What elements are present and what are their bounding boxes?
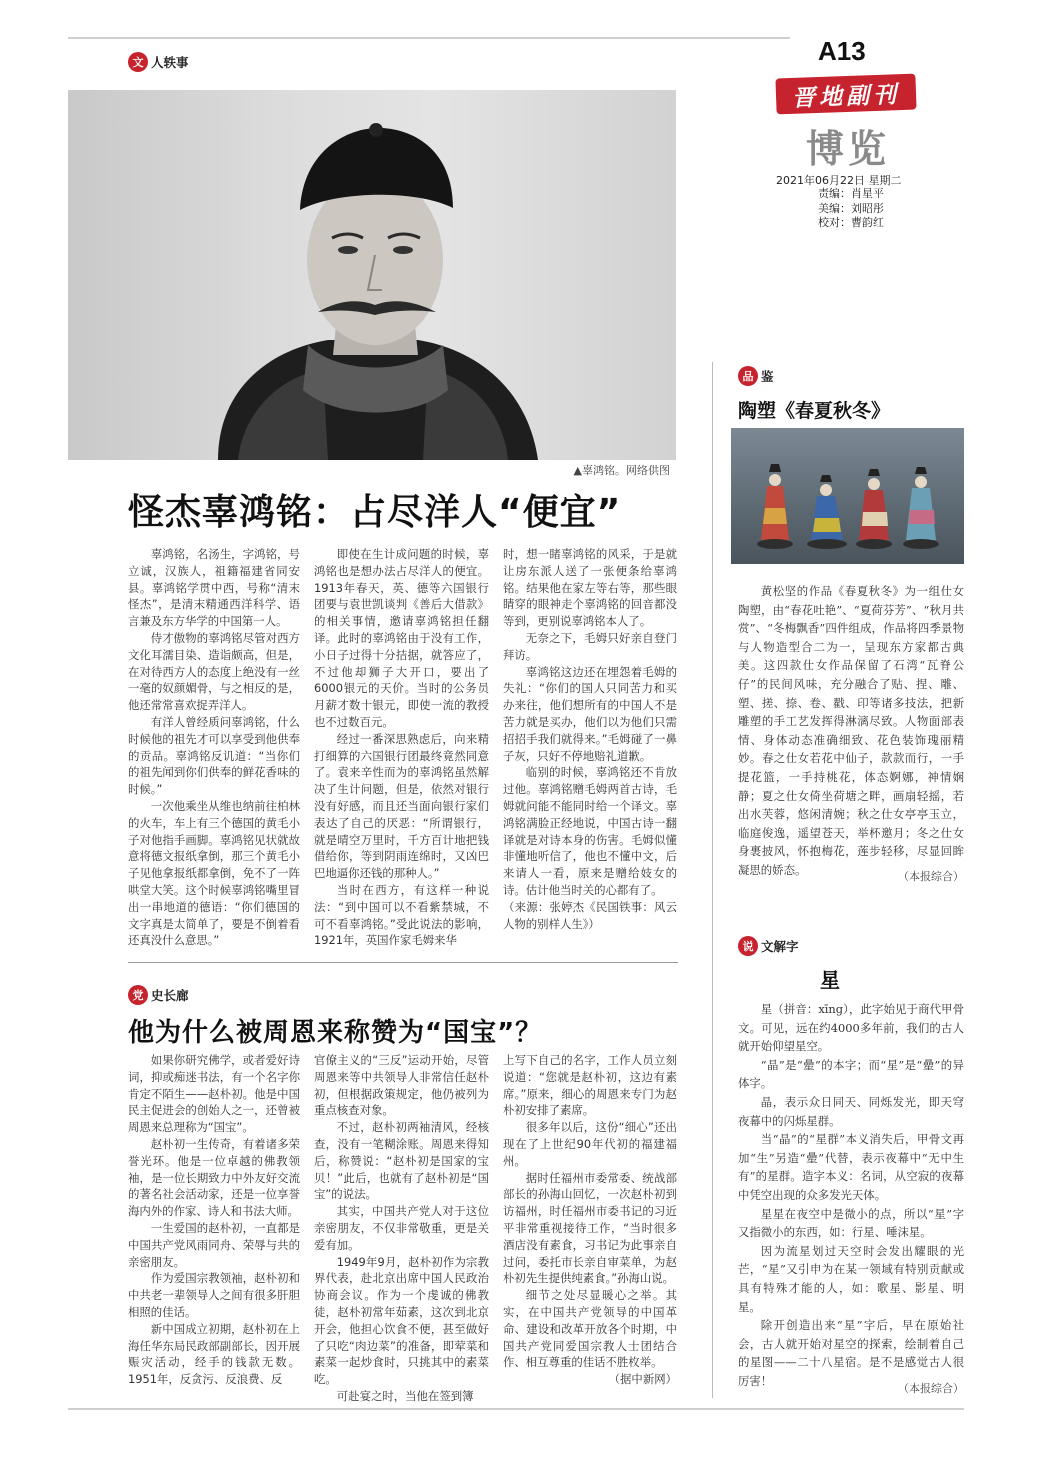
article1-col3-para: 辜鸿铭这边还在埋怨着毛姆的失礼：“你们的国人只同苦力和买办来往，他们想所有的中国人不是苦力就是买办，他们以为他们只需招招手我们就得来。”毛姆碰了一鼻子灰，只好不停地赔礼道歉。 bbox=[503, 664, 677, 763]
article2-col1 bbox=[128, 1052, 300, 1397]
article2-col2-para: 官僚主义的“三反”运动开始，尽管周恩来等中共领导人非常信任赵朴初，但根据政策规定，他仍被列为重点核查对象。 bbox=[314, 1053, 489, 1118]
article2-col2-para: 1949年9月，赵朴初作为宗教界代表，赴北京出席中国人民政治协商会议。作为一个虔诚的佛教徒，赵朴初常年茹素，这次到北京开会，他担心饮食不便，甚至做好了只吃“肉边菜”的准备，即荤菜和素菜一起炒食时，只挑其中的素菜吃。 bbox=[314, 1254, 489, 1387]
credits bbox=[818, 187, 884, 231]
supplement-title-text: 晋地副刊 bbox=[791, 80, 901, 112]
article1-col2-para: 当时在西方，有这样一种说法：“到中国可以不看紫禁城，不可不看辜鸿铭。”受此说法的影响，1921年，英国作家毛姆来华 bbox=[314, 882, 489, 948]
page-number: A13 bbox=[818, 36, 866, 66]
portrait-illustration bbox=[68, 90, 676, 460]
article1-source: （来源：张婷杰《民国铁事：风云人物的别样人生》） bbox=[503, 899, 677, 931]
article4-para: 因为流星划过天空时会发出耀眼的光芒，“星”又引申为在某一领域有特别贡献或具有特殊才能的人，如：歌星、影星、明星。 bbox=[738, 1243, 964, 1314]
article1-col2-para: 即使在生计成问题的时候，辜鸿铭也是想办法占尽洋人的便宜。1913年春天，英、德等六国银行团要与袁世凯谈判《善后大借款》的相关事情，邀请辜鸿铭担任翻译。此时的辜鸿铭由于没有工作，小日子过得十分拮据，就答应了，不过他却狮子大开口，要出了6000银元的天价。当时的公务员月薪才数十银元，即使一流的教授也不过数百元。 bbox=[314, 547, 489, 729]
article2-col3-para: 上写下自己的名字，工作人员立刻说道：“您就是赵朴初，这边有素席。”原来，细心的周恩来专门为赵朴初安排了素席。 bbox=[503, 1053, 677, 1118]
column-divider bbox=[712, 362, 713, 1398]
article1-col3 bbox=[503, 546, 677, 946]
article4-para: 星星在夜空中是微小的点，所以“星”字又指微小的东西，如：行星、唾沫星。 bbox=[738, 1206, 964, 1240]
portrait-photo bbox=[68, 90, 676, 460]
article2-col1-para: 一生爱国的赵朴初，一直都是中国共产党风雨同舟、荣辱与共的亲密朋友。 bbox=[128, 1220, 300, 1269]
article4-source: （本报综合） bbox=[898, 1382, 964, 1395]
supplement-title bbox=[775, 74, 916, 115]
article4-para: “晶”是“曐”的本字；而“星”是“曐”的异体字。 bbox=[738, 1057, 964, 1091]
article2-col2-para: 不过，赵朴初两袖清风，经核查，没有一笔糊涂账。周恩来得知后，称赞说：“赵朴初是国家的宝贝！”此后，也就有了赵朴初是“国宝”的说法。 bbox=[314, 1120, 489, 1202]
article2-col3-para: 据时任福州市委常委、统战部部长的孙海山回忆，一次赵朴初到访福州，时任福州市委书记的习近平非常重视接待工作，“当时很多酒店没有素食，习书记为此事亲自过问，委托市长亲自审菜单，为赵朴初先生提供纯素食。”孙海山说。 bbox=[503, 1170, 677, 1286]
article4-body bbox=[738, 1000, 964, 1388]
headline-xing: 星 bbox=[820, 968, 841, 992]
date-line: 2021年06月22日 星期二 bbox=[776, 174, 902, 187]
article1-col1-para: 辜鸿铭，名汤生，字鸿铭，号立诚，汉族人，祖籍福建省同安县。辜鸿铭学贯中西，号称“清末怪杰”，是清末精通西洋科学、语言兼及东方华学的中国第一人。 bbox=[128, 547, 300, 629]
photo-caption: ▲辜鸿铭。网络供图 bbox=[573, 464, 670, 477]
article1-col2-para: 经过一番深思熟虑后，向来精打细算的六国银行团最终竟然同意了。袁来辛性而为的辜鸿铭虽然解决了生计问题，但是，依然对银行没有好感，而且还当面向银行家们表达了自己的厌恶：“所谓银行，就是晴空万里时，千方百计地把钱借给你，等到阴雨连绵时，又凶巴巴地逼你还钱的那种人。” bbox=[314, 731, 489, 881]
article2-col2 bbox=[314, 1052, 489, 1403]
credit-proofreader: 校对：曹韵红 bbox=[818, 216, 884, 229]
column-tag-dangshi bbox=[128, 985, 189, 1005]
article1-col3-para: 无奈之下，毛姆只好亲自登门拜访。 bbox=[503, 630, 677, 662]
article2-col3-para: 很多年以后，这份“细心”还出现在了上世纪90年代初的福建福州。 bbox=[503, 1120, 677, 1168]
tag-icon-shuo: 说 bbox=[738, 936, 758, 956]
article1-col2 bbox=[314, 546, 489, 946]
article1-col3-para: 临别的时候，辜鸿铭还不肯放过他。辜鸿铭赠毛姆两首古诗，毛姆就问能不能同时给一个译文。辜鸿铭满脸正经地说，中国古诗一翻译就是对诗本身的伤害。毛姆似懂非懂地听信了，他也不懂中文，后来请人一看，原来是赠给妓女的诗。估计他当时关的心都有了。 bbox=[503, 765, 677, 897]
figurines-illustration bbox=[731, 428, 964, 564]
tag-icon-wen: 文 bbox=[128, 52, 148, 72]
article4-para: 当“晶”的“星群”本义消失后，甲骨文再加“生”另造“曐”代替，表示夜幕中“无中生有”的星群。造字本义：名词，从空寂的夜幕中凭空出现的众多发光天体。 bbox=[738, 1132, 964, 1202]
article1-col1 bbox=[128, 546, 300, 946]
article2-col2-para: 其实，中国共产党人对于这位亲密朋友，不仅非常敬重，更是关爱有加。 bbox=[314, 1204, 489, 1252]
tag-icon-pin: 品 bbox=[738, 366, 758, 386]
headline-zhao-puchu: 他为什么被周恩来称赞为“国宝”？ bbox=[128, 1018, 543, 1048]
article2-col1-para: 新中国成立初期，赵朴初在上海任华东局民政部副部长，因开展赈灾活动，经手的钱款无数。1951年，反贪污、反浪费、反 bbox=[128, 1321, 300, 1387]
column-tag-text: 鉴 bbox=[761, 369, 774, 384]
article2-col1-para: 赵朴初一生传奇，有着诸多荣誉光环。他是一位卓越的佛教领袖，是一位长期致力中外友好交流的著名社会活动家，还是一位享誉海内外的作家、诗人和书法大师。 bbox=[128, 1136, 300, 1219]
headline-taosu: 陶塑《春夏秋冬》 bbox=[738, 400, 891, 422]
column-tag-text: 文解字 bbox=[761, 939, 799, 954]
ceramic-photo bbox=[731, 428, 964, 564]
article2-source: （据中新网） bbox=[608, 1372, 677, 1387]
column-tag-text: 史长廊 bbox=[151, 988, 189, 1003]
article1-col3-para: 时，想一睹辜鸿铭的风采，于是就让房东派人送了一张便条给辜鸿铭。结果他在家左等右等，那些眼睛穿的眼神走个辜鸿铭的回音都没等到，更别说辜鸿铭本人了。 bbox=[503, 547, 677, 629]
credit-designer: 美编：刘昭彤 bbox=[818, 201, 884, 215]
top-rule bbox=[68, 37, 790, 39]
bottom-rule bbox=[68, 1408, 964, 1410]
article2-col1-para: 作为爱国宗教领袖，赵朴初和中共老一辈领导人之间有很多肝胆相照的佳话。 bbox=[128, 1271, 300, 1319]
article1-col1-para: 侍才傲物的辜鸿铭尽管对西方文化耳濡目染、造诣颇高，但是，在对待西方人的态度上绝没有一丝一毫的奴颜媚骨，与之相反的是，他还常常喜欢捉弄洋人。 bbox=[128, 630, 300, 713]
article-divider bbox=[128, 962, 678, 963]
article2-col1-para: 如果你研究佛学，或者爱好诗词，抑或痴迷书法，有一个名字你肯定不陌生——赵朴初。他是中国民主促进会的创始人之一，还曾被周恩来总理称为“国宝”。 bbox=[128, 1053, 300, 1135]
article3-para: 黄松坚的作品《春夏秋冬》为一组仕女陶塑，由“春花吐艳”、“夏荷芬芳”、“秋月共赏”、“冬梅飘香”四件组成，作品将四季景物与人物造型合二为一，呈现东方家都古典美。这四款仕女作品保留了石湾“瓦脊公仔”的民间风味，充分融合了贴、捏、雕、塑、搓、捺、卷、戳、印等诸多技法，把新雕塑的手工艺发挥得淋漓尽致。人物面部表情、身体动态准确细致、花色装饰瑰丽精妙。春之仕女若花中仙子，款款而行，一手提花篮，一手持桃花，体态婀娜，神情娴静；夏之仕女倚坐荷塘之畔，画扇轻摇，若出水芙蓉，悠闲清婉；秋之仕女亭亭玉立，临庭俊逸，遥望苍天，举杯邀月；冬之仕女身裹披风，怀抱梅花，莲步轻移，尽显回眸凝思的娇态。 bbox=[738, 584, 964, 877]
article1-col1-para: 一次他乘坐从维也纳前往柏林的火车，车上有三个德国的黄毛小子对他指手画脚。辜鸿铭见状就故意将德文报纸拿倒，那三个黄毛小子见他拿报纸都拿倒，免不了一阵哄堂大笑。这个时候辜鸿铭嘴里冒出一串地道的德语：“你们德国的文字真是太简单了，要是不倒着看还真没什么意思。” bbox=[128, 798, 300, 948]
article2-col2-para: 可赴宴之时，当他在签到簿 bbox=[336, 1388, 474, 1403]
headline-gu-hongming: 怪杰辜鸿铭：占尽洋人“便宜” bbox=[128, 492, 622, 533]
column-tag-text: 人轶事 bbox=[151, 55, 189, 70]
article4-para: 晶，表示众日同天、同烁发光，即天穹夜幕中的闪烁星群。 bbox=[738, 1094, 964, 1128]
article1-col1-para: 有洋人曾经质问辜鸿铭，什么时候他的祖先才可以享受到他供奉的贡品。辜鸿铭反讥道：“当你们的祖先闻到你们供奉的鲜花香味的时候。” bbox=[128, 714, 300, 797]
credit-editor: 责编：肖星平 bbox=[818, 187, 884, 200]
article4-para: 除开创造出来“星”字后，早在原始社会，古人就开始对星空的探索，绘制着自己的星图——二十八星宿。是不是感觉古人很厉害！ bbox=[738, 1318, 964, 1388]
column-tag-pinjian bbox=[738, 366, 774, 386]
article2-col3 bbox=[503, 1052, 677, 1397]
article2-col3-para: 细节之处尽显暖心之举。其实，在中国共产党领导的中国革命、建设和改革开放各个时期，中国共产党同爱国宗教人士团结合作、相互尊重的佳话不胜枚举。 bbox=[503, 1288, 677, 1370]
tag-icon-dang: 党 bbox=[128, 985, 148, 1005]
column-tag-shuowen bbox=[738, 936, 799, 956]
section-title: 博览 bbox=[806, 126, 891, 171]
column-tag-wenren bbox=[128, 52, 189, 72]
article4-para: 星（拼音：xīng），此字始见于商代甲骨文。可见，远在约4000多年前，我们的古人就开始仰望星空。 bbox=[738, 1002, 964, 1054]
article3-source: （本报综合） bbox=[898, 870, 964, 883]
